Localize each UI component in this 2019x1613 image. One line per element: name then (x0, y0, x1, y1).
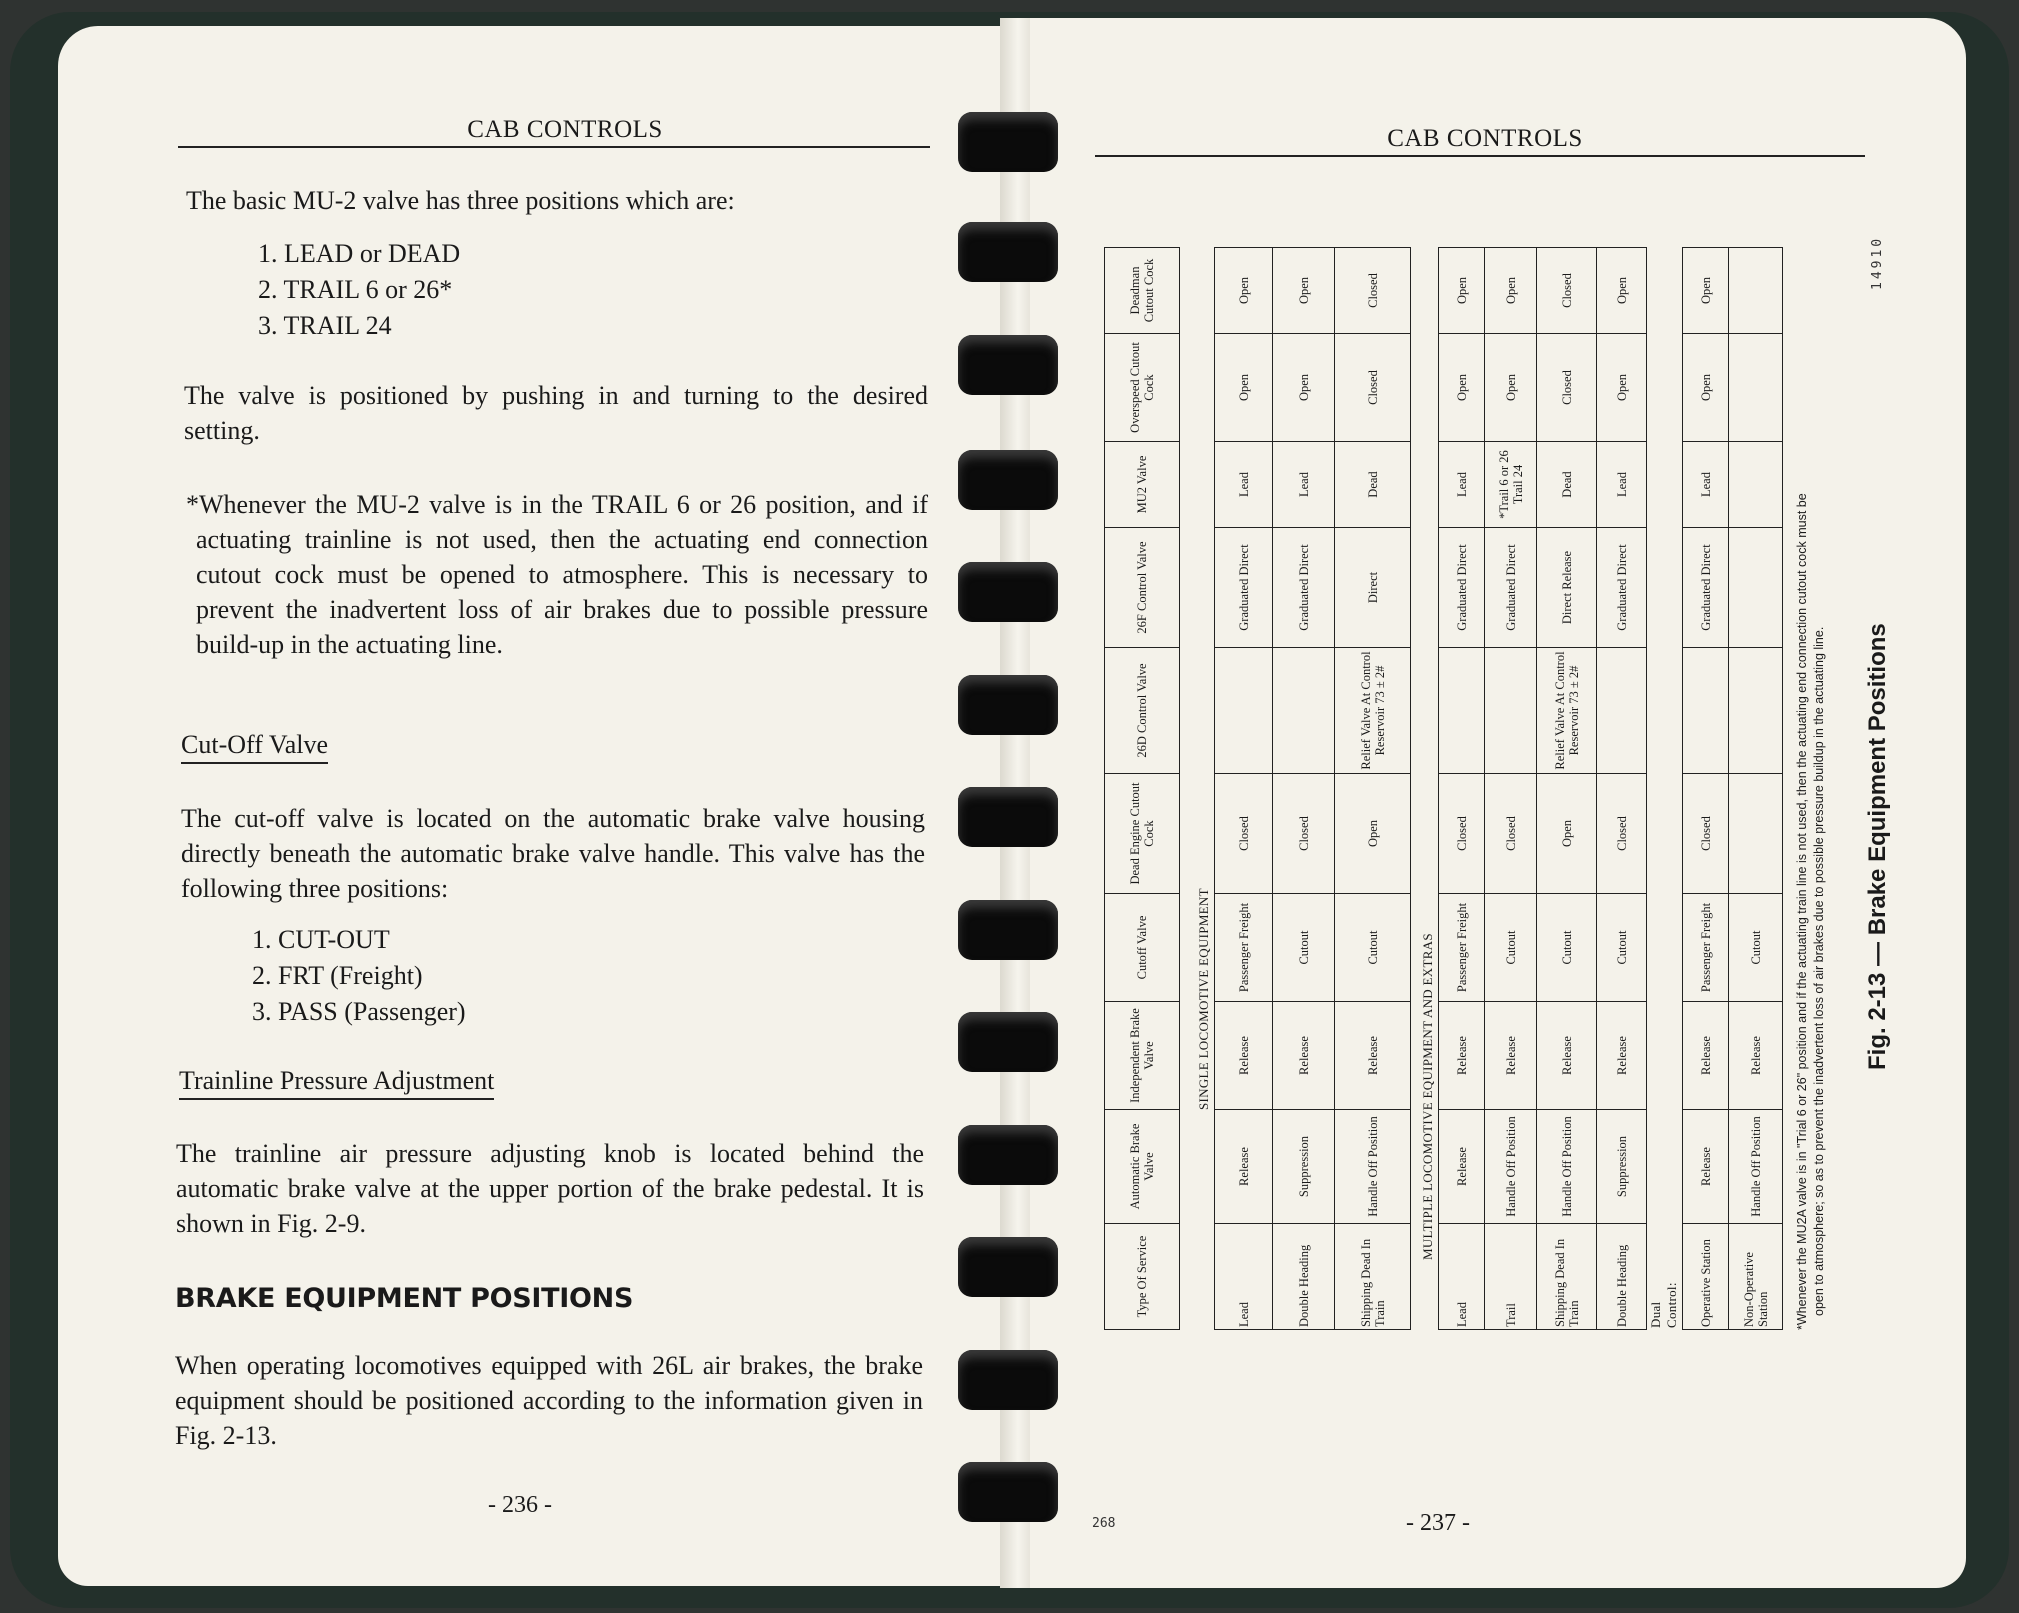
dual-control-table (1682, 247, 1783, 1330)
table-cell: Open (1485, 334, 1537, 442)
table-row (1485, 248, 1537, 1330)
binding-ring (958, 675, 1058, 735)
column-header: Dead Engine Cutout Cock (1105, 774, 1180, 894)
table-cell: Lead (1597, 442, 1647, 528)
table-cell: Double Heading (1273, 1224, 1335, 1330)
table-cell: Closed (1335, 334, 1411, 442)
positioning-text: The valve is positioned by pushing in and turning to the desired setting. (184, 381, 928, 445)
table-cell: Release (1335, 1002, 1411, 1110)
table-cell: Release (1215, 1110, 1273, 1224)
footnote-line-2: open to atmosphere; so as to prevent the inadvertent loss of air brakes due to possible pressure buildup in the actuating line. (1812, 626, 1826, 1316)
left-page-number: - 236 - (488, 1492, 552, 1518)
table-cell: Open (1273, 334, 1335, 442)
table-cell (1729, 648, 1783, 774)
table-cell: *Trail 6 or 26 Trail 24 (1485, 442, 1537, 528)
table-row (1597, 248, 1647, 1330)
right-header-rule (1095, 155, 1865, 157)
table-cell: Handle Off Position (1537, 1110, 1597, 1224)
table-cell: Operative Station (1683, 1224, 1729, 1330)
table-cell: Graduated Direct (1597, 528, 1647, 648)
table-cell: Open (1683, 334, 1729, 442)
table-cell (1439, 648, 1485, 774)
table-row (1215, 248, 1273, 1330)
table-cell: Closed (1273, 774, 1335, 894)
column-header: Independent Brake Valve (1105, 1002, 1180, 1110)
section-label-single: SINGLE LOCOMOTIVE EQUIPMENT (1196, 888, 1211, 1110)
left-page-header: CAB CONTROLS (467, 116, 663, 143)
table-cell: Open (1597, 248, 1647, 334)
table-cell: Release (1215, 1002, 1273, 1110)
right-page-number: - 237 - (1406, 1510, 1470, 1536)
table-cell: Passenger Freight (1439, 894, 1485, 1002)
table-cell: Handle Off Position (1729, 1110, 1783, 1224)
table-cell (1485, 648, 1537, 774)
table-cell: Open (1485, 248, 1537, 334)
table-cell: Closed (1537, 248, 1597, 334)
table-cell: Relief Valve At Control Reservoir 73 ± 2# (1335, 648, 1411, 774)
table-cell: Trail (1485, 1224, 1537, 1330)
table-cell: Closed (1335, 248, 1411, 334)
table-cell: Dead (1335, 442, 1411, 528)
table-cell: Open (1537, 774, 1597, 894)
figure-caption: Fig. 2-13 — Brake Equipment Positions (1864, 623, 1891, 1070)
binding-ring (958, 222, 1058, 282)
brake-equipment-table-rotated (1104, 235, 1891, 1330)
table-cell: Cutout (1273, 894, 1335, 1002)
table-cell: Closed (1439, 774, 1485, 894)
table-row (1537, 248, 1597, 1330)
column-header: 26F Control Valve (1105, 528, 1180, 648)
table-cell (1729, 334, 1783, 442)
table-cell (1273, 648, 1335, 774)
table-cell: Release (1439, 1002, 1485, 1110)
binding-ring (958, 450, 1058, 510)
list-item: 2. TRAIL 6 or 26* (258, 275, 453, 304)
table-cell: Lead (1215, 442, 1273, 528)
table-cell: Closed (1683, 774, 1729, 894)
table-cell (1597, 648, 1647, 774)
table-cell: Non-Operative Station (1729, 1224, 1783, 1330)
table-cell (1729, 774, 1783, 894)
table-row (1439, 248, 1485, 1330)
table-cell: Cutout (1335, 894, 1411, 1002)
plate-number: 14910 (1870, 235, 1885, 290)
table-cell: Handle Off Position (1485, 1110, 1537, 1224)
table-cell: Cutout (1597, 894, 1647, 1002)
table-cell: Open (1335, 774, 1411, 894)
brake-equipment-heading: BRAKE EQUIPMENT POSITIONS (175, 1283, 634, 1314)
binding-ring (958, 335, 1058, 395)
table-cell: Graduated Direct (1485, 528, 1537, 648)
table-cell: Closed (1485, 774, 1537, 894)
trainline-pressure-heading: Trainline Pressure Adjustment (179, 1066, 494, 1100)
table-cell: Passenger Freight (1215, 894, 1273, 1002)
mu2-note-text: *Whenever the MU-2 valve is in the TRAIL 6 or 26 position, and if actuating trainline is not used, then the actuating end connection cutout cock must be opened to atmosphere. This is necessary to prevent the inadvertent loss of air brakes due to possible pressure build-up in the actuating line. (186, 490, 928, 659)
table-cell: Closed (1597, 774, 1647, 894)
table-cell: Double Heading (1597, 1224, 1647, 1330)
binding-ring (958, 1125, 1058, 1185)
table-cell: Suppression (1273, 1110, 1335, 1224)
table-cell: Lead (1439, 442, 1485, 528)
table-cell: Open (1273, 248, 1335, 334)
table-cell: Release (1683, 1110, 1729, 1224)
right-page-header: CAB CONTROLS (1387, 125, 1583, 152)
table-cell: Open (1215, 248, 1273, 334)
table-cell: Shipping Dead In Train (1335, 1224, 1411, 1330)
column-header: Deadman Cutout Cock (1105, 248, 1180, 334)
table-cell (1729, 248, 1783, 334)
binding-ring (958, 1237, 1058, 1297)
table-cell: Direct (1335, 528, 1411, 648)
table-cell: Cutout (1729, 894, 1783, 1002)
brake-equipment-text: When operating locomotives equipped with 26L air brakes, the brake equipment should be positioned according to the information given in Fig. 2-13. (175, 1351, 923, 1450)
table-cell: Release (1485, 1002, 1537, 1110)
table-cell: Dead (1537, 442, 1597, 528)
table-cell: Release (1273, 1002, 1335, 1110)
table-cell: Closed (1215, 774, 1273, 894)
intro-text: The basic MU-2 valve has three positions which are: (186, 186, 735, 215)
binding-ring (958, 787, 1058, 847)
table-cell (1215, 648, 1273, 774)
cutoff-valve-heading: Cut-Off Valve (181, 730, 328, 764)
dual-control-label: Dual Control: (1648, 1282, 1679, 1328)
table-cell: Cutout (1485, 894, 1537, 1002)
table-cell: Cutout (1537, 894, 1597, 1002)
column-header: Cutoff Valve (1105, 894, 1180, 1002)
table-cell: Open (1597, 334, 1647, 442)
table-cell (1729, 442, 1783, 528)
table-row (1683, 248, 1729, 1330)
binding-ring (958, 1462, 1058, 1522)
column-header: Type Of Service (1105, 1224, 1180, 1330)
binding-ring (958, 900, 1058, 960)
table-header-row (1104, 247, 1180, 1330)
table-cell: Open (1683, 248, 1729, 334)
table-cell: Release (1683, 1002, 1729, 1110)
table-cell: Release (1597, 1002, 1647, 1110)
mu2-position-list (258, 236, 460, 344)
cutoff-valve-text: The cut-off valve is located on the automatic brake valve housing directly beneath the automatic brake valve handle. This valve has the following three positions: (181, 804, 925, 903)
table-cell: Direct Release (1537, 528, 1597, 648)
table-cell: Handle Off Position (1335, 1110, 1411, 1224)
single-locomotive-table (1214, 247, 1411, 1330)
table-cell: Relief Valve At Control Reservoir 73 ± 2# (1537, 648, 1597, 774)
table-cell: Closed (1537, 334, 1597, 442)
table-row (1273, 248, 1335, 1330)
left-header-rule (178, 146, 930, 148)
table-cell: Graduated Direct (1273, 528, 1335, 648)
table-cell: Lead (1439, 1224, 1485, 1330)
column-header: Automatic Brake Valve (1105, 1110, 1180, 1224)
binding-ring (958, 112, 1058, 172)
table-cell: Open (1215, 334, 1273, 442)
column-header: MU2 Valve (1105, 442, 1180, 528)
column-header: 26D Control Valve (1105, 648, 1180, 774)
table-cell: Release (1729, 1002, 1783, 1110)
cutoff-position-list (252, 922, 466, 1030)
list-item: 1. LEAD or DEAD (258, 239, 461, 268)
table-row (1729, 248, 1783, 1330)
table-cell: Lead (1273, 442, 1335, 528)
binding-ring (958, 562, 1058, 622)
list-item: 3. PASS (Passenger) (252, 997, 466, 1026)
list-item: 2. FRT (Freight) (252, 961, 423, 990)
small-page-mark: 268 (1092, 1516, 1116, 1531)
section-label-multiple: MULTIPLE LOCOMOTIVE EQUIPMENT AND EXTRAS (1420, 933, 1435, 1260)
table-cell: Graduated Direct (1683, 528, 1729, 648)
column-header: Overspeed Cutout Cock (1105, 334, 1180, 442)
list-item: 1. CUT-OUT (252, 925, 390, 954)
table-row (1335, 248, 1411, 1330)
table-cell: Lead (1683, 442, 1729, 528)
table-cell: Graduated Direct (1215, 528, 1273, 648)
table-cell (1683, 648, 1729, 774)
table-cell (1729, 528, 1783, 648)
multiple-locomotive-table (1438, 247, 1647, 1330)
footnote-line-1: *Whenever the MU2A valve is in "Trial 6 or 26" position and if the actuating train line is not used, then the actuating end connection cutout cock must be (1795, 493, 1809, 1330)
binding-ring (958, 1012, 1058, 1072)
table-cell: Shipping Dead In Train (1537, 1224, 1597, 1330)
table-cell: Open (1439, 334, 1485, 442)
binding-ring (958, 1350, 1058, 1410)
table-cell: Release (1439, 1110, 1485, 1224)
list-item: 3. TRAIL 24 (258, 311, 392, 340)
table-cell: Lead (1215, 1224, 1273, 1330)
table-cell: Suppression (1597, 1110, 1647, 1224)
trainline-pressure-text: The trainline air pressure adjusting knob is located behind the automatic brake valve at the upper portion of the brake pedestal. It is shown in Fig. 2-9. (176, 1139, 924, 1238)
table-cell: Release (1537, 1002, 1597, 1110)
table-cell: Graduated Direct (1439, 528, 1485, 648)
table-cell: Open (1439, 248, 1485, 334)
table-cell: Passenger Freight (1683, 894, 1729, 1002)
